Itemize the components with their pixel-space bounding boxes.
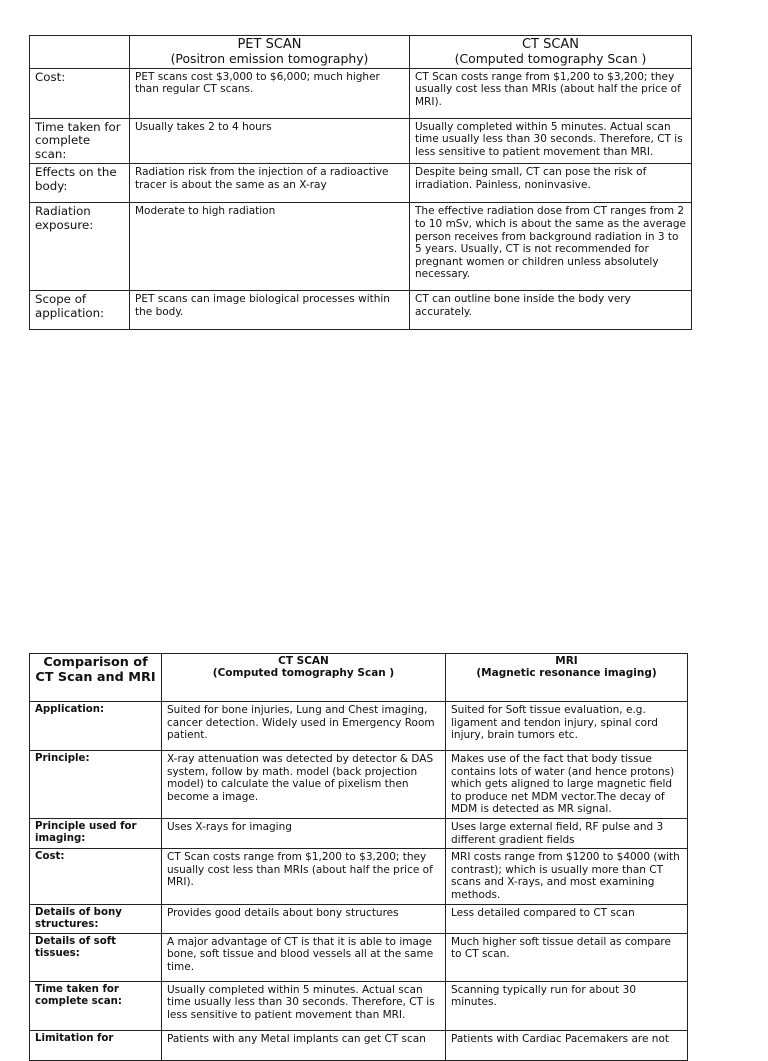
ct-cell: A major advantage of CT is that it is able to image bone, soft tissue and blood vessels all at the same time. <box>162 933 446 981</box>
mri-cell: Makes use of the fact that body tissue contains lots of water (and hence protons) which gets aligned to large magnetic field to produce net MDM vector.The decay of MDM is detected as MR signal. <box>446 751 688 819</box>
mri-cell: Suited for Soft tissue evaluation, e.g. ligament and tendon injury, spinal cord injury, brain tumors etc. <box>446 702 688 751</box>
row-label: Radiation exposure: <box>30 203 130 291</box>
row-label: Limitation for <box>30 1030 162 1060</box>
pet-cell: Usually takes 2 to 4 hours <box>130 118 410 164</box>
column-title: PET SCAN <box>237 37 302 52</box>
row-label: Time taken for complete scan: <box>30 118 130 164</box>
ct-cell: CT Scan costs range from $1,200 to $3,200; they usually cost less than MRIs (about half the price of MRI). <box>410 68 692 118</box>
column-header-ct <box>410 36 692 69</box>
ct-cell: Despite being small, CT can pose the risk of irradiation. Painless, noninvasive. <box>410 164 692 203</box>
row-label: Details of soft tissues: <box>30 933 162 981</box>
column-header-pet <box>130 36 410 69</box>
column-title: CT SCAN <box>278 655 329 667</box>
row-label: Cost: <box>30 849 162 904</box>
table-row <box>30 164 692 203</box>
mri-cell: MRI costs range from $1200 to $4000 (with contrast); which is usually more than CT scans and X-rays, and most examining methods. <box>446 849 688 904</box>
ct-cell: The effective radiation dose from CT ranges from 2 to 10 mSv, which is about the same as the average person receives from background radiation in 3 to 5 years. Usually, CT is not recommended for pregnant women or children unless absolutely necessary. <box>410 203 692 291</box>
mri-cell: Less detailed compared to CT scan <box>446 904 688 933</box>
mri-cell: Scanning typically run for about 30 minutes. <box>446 981 688 1030</box>
table-row <box>30 981 688 1030</box>
mri-cell: Patients with Cardiac Pacemakers are not <box>446 1030 688 1060</box>
ct-cell: CT Scan costs range from $1,200 to $3,200; they usually cost less than MRIs (about half the price of MRI). <box>162 849 446 904</box>
ct-cell: Patients with any Metal implants can get CT scan <box>162 1030 446 1060</box>
row-label: Time taken for complete scan: <box>30 981 162 1030</box>
table-row <box>30 751 688 819</box>
ct-cell: Usually completed within 5 minutes. Actual scan time usually less than 30 seconds. Therefore, CT is less sensitive to patient movement than MRI. <box>162 981 446 1030</box>
mri-cell: Uses large external field, RF pulse and 3 different gradient fields <box>446 818 688 848</box>
corner-cell: Comparison of CT Scan and MRI <box>30 654 162 702</box>
table-row <box>30 291 692 330</box>
pet-cell: Moderate to high radiation <box>130 203 410 291</box>
table-row <box>30 933 688 981</box>
column-subtitle: (Positron emission tomography) <box>170 51 369 66</box>
row-label: Effects on the body: <box>30 164 130 203</box>
ct-cell: X-ray attenuation was detected by detector & DAS system, follow by math. model (back projection model) to calculate the value of pixelism then become a image. <box>162 751 446 819</box>
ct-cell: Uses X-rays for imaging <box>162 818 446 848</box>
table-row <box>30 818 688 848</box>
mri-cell: Much higher soft tissue detail as compare to CT scan. <box>446 933 688 981</box>
table-row <box>30 68 692 118</box>
table-row <box>30 702 688 751</box>
column-title: MRI <box>555 655 578 667</box>
ct-cell: Usually completed within 5 minutes. Actual scan time usually less than 30 seconds. Therefore, CT is less sensitive to patient movement than MRI. <box>410 118 692 164</box>
column-subtitle: (Computed tomography Scan ) <box>212 667 395 680</box>
table-row <box>30 203 692 291</box>
pet-vs-ct-table <box>29 35 692 330</box>
row-label: Principle: <box>30 751 162 819</box>
row-label: Principle used for imaging: <box>30 818 162 848</box>
pet-cell: PET scans can image biological processes within the body. <box>130 291 410 330</box>
row-label: Scope of application: <box>30 291 130 330</box>
row-label: Application: <box>30 702 162 751</box>
ct-vs-mri-table <box>29 653 688 1061</box>
row-label: Cost: <box>30 68 130 118</box>
pet-cell: Radiation risk from the injection of a radioactive tracer is about the same as an X-ray <box>130 164 410 203</box>
ct-cell: CT can outline bone inside the body very accurately. <box>410 291 692 330</box>
corner-cell <box>30 36 130 69</box>
ct-cell: Provides good details about bony structures <box>162 904 446 933</box>
column-title: CT SCAN <box>521 37 580 52</box>
ct-cell: Suited for bone injuries, Lung and Chest imaging, cancer detection. Widely used in Emergency Room patient. <box>162 702 446 751</box>
table-row <box>30 118 692 164</box>
header-row <box>30 36 692 69</box>
column-subtitle: (Magnetic resonance imaging) <box>476 667 657 680</box>
header-row <box>30 654 688 702</box>
table-row <box>30 1030 688 1060</box>
pet-cell: PET scans cost $3,000 to $6,000; much higher than regular CT scans. <box>130 68 410 118</box>
column-subtitle: (Computed tomography Scan ) <box>454 51 647 66</box>
table-row <box>30 904 688 933</box>
column-header-ct <box>162 654 446 702</box>
table-row <box>30 849 688 904</box>
row-label: Details of bony structures: <box>30 904 162 933</box>
column-header-mri <box>446 654 688 702</box>
